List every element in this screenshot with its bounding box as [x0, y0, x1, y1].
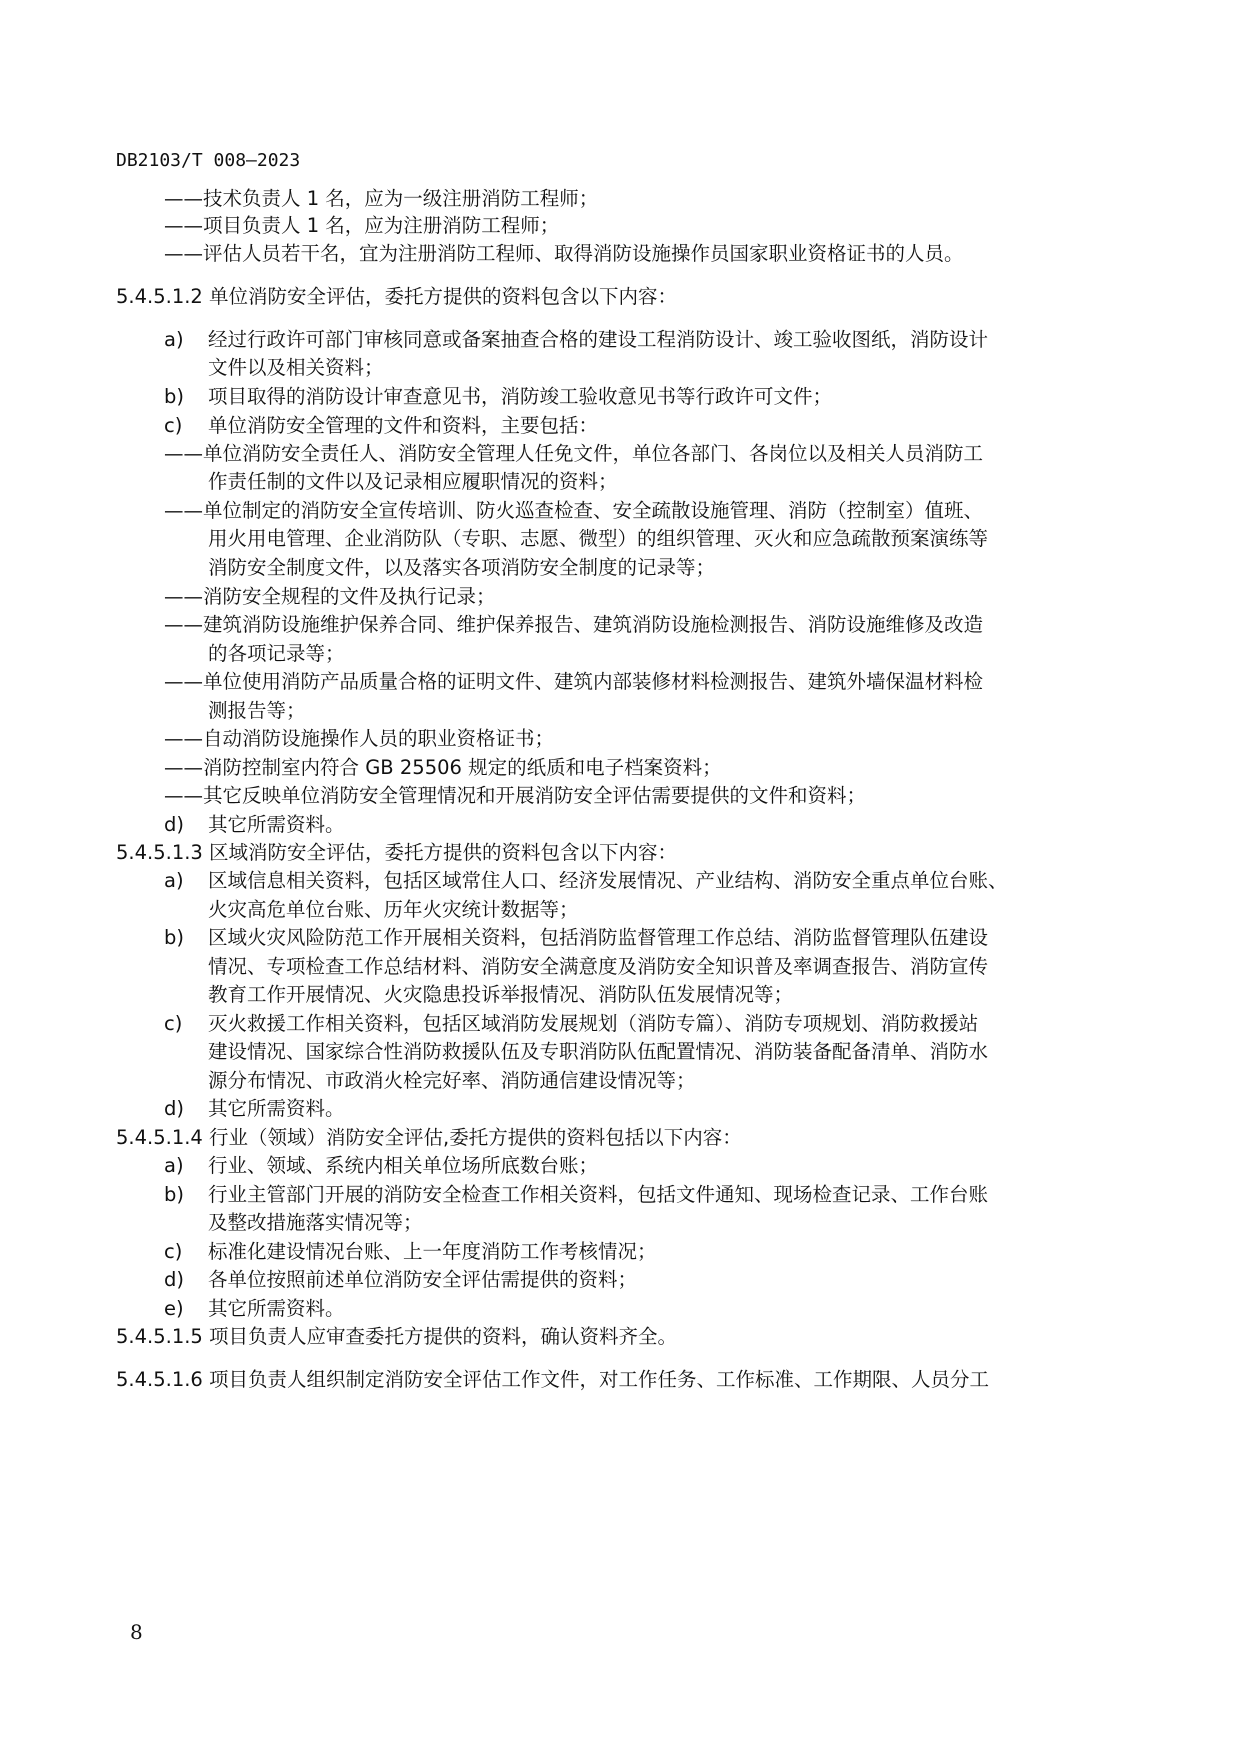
list-marker: d) — [164, 1268, 184, 1291]
text-line: 经过行政许可部门审核同意或备案抽查合格的建设工程消防设计、竣工验收图纸，消防设计 — [208, 328, 989, 351]
text-line: 的各项记录等； — [208, 642, 345, 665]
clause-heading: 5.4.5.1.6 项目负责人组织制定消防安全评估工作文件，对工作任务、工作标准、工作期限、人员分工 — [116, 1368, 990, 1391]
text-line: 测报告等； — [208, 699, 306, 722]
list-marker: c) — [164, 1012, 183, 1035]
text-line: 灭火救援工作相关资料，包括区域消防发展规划（消防专篇）、消防专项规划、消防救援站 — [208, 1012, 979, 1035]
text-line: 标准化建设情况台账、上一年度消防工作考核情况； — [208, 1240, 657, 1263]
text-line: 火灾高危单位台账、历年火灾统计数据等； — [208, 898, 579, 921]
text-line: 文件以及相关资料； — [208, 356, 384, 379]
list-marker: d) — [164, 813, 184, 836]
text-line: 消防安全制度文件，以及落实各项消防安全制度的记录等； — [208, 556, 716, 579]
clause-heading: 5.4.5.1.2 单位消防安全评估，委托方提供的资料包含以下内容： — [116, 285, 678, 308]
text-line: ——评估人员若干名，宜为注册消防工程师、取得消防设施操作员国家职业资格证书的人员。 — [164, 242, 964, 265]
text-line: 及整改措施落实情况等； — [208, 1211, 423, 1234]
text-line: ——单位使用消防产品质量合格的证明文件、建筑内部装修材料检测报告、建筑外墙保温材料检 — [164, 670, 984, 693]
text-line: ——单位消防安全责任人、消防安全管理人任免文件，单位各部门、各岗位以及相关人员消防工 — [164, 442, 984, 465]
text-line: 其它所需资料。 — [208, 1297, 345, 1320]
text-line: ——消防安全规程的文件及执行记录； — [164, 585, 496, 608]
text-line: 各单位按照前述单位消防安全评估需提供的资料； — [208, 1268, 638, 1291]
list-marker: d) — [164, 1097, 184, 1120]
text-line: ——单位制定的消防安全宣传培训、防火巡查检查、安全疏散设施管理、消防（控制室）值班、 — [164, 499, 984, 522]
text-line: 用火用电管理、企业消防队（专职、志愿、微型）的组织管理、灭火和应急疏散预案演练等 — [208, 527, 989, 550]
text-line: 项目取得的消防设计审查意见书，消防竣工验收意见书等行政许可文件； — [208, 385, 833, 408]
text-line: ——其它反映单位消防安全管理情况和开展消防安全评估需要提供的文件和资料； — [164, 784, 867, 807]
text-line: 行业主管部门开展的消防安全检查工作相关资料，包括文件通知、现场检查记录、工作台账 — [208, 1183, 989, 1206]
text-line: ——消防控制室内符合 GB 25506 规定的纸质和电子档案资料； — [164, 756, 722, 779]
text-line: 其它所需资料。 — [208, 1097, 345, 1120]
text-line: ——自动消防设施操作人员的职业资格证书； — [164, 727, 555, 750]
text-line: 区域信息相关资料，包括区域常住人口、经济发展情况、产业结构、消防安全重点单位台账、 — [208, 869, 1008, 892]
text-line: 行业、领域、系统内相关单位场所底数台账； — [208, 1154, 599, 1177]
list-marker: b) — [164, 385, 184, 408]
list-marker: b) — [164, 926, 184, 949]
list-marker: a) — [164, 869, 184, 892]
text-line: 作责任制的文件以及记录相应履职情况的资料； — [208, 470, 618, 493]
clause-heading: 5.4.5.1.4 行业（领域）消防安全评估,委托方提供的资料包括以下内容： — [116, 1126, 742, 1149]
text-line: 建设情况、国家综合性消防救援队伍及专职消防队伍配置情况、消防装备配备清单、消防水 — [208, 1040, 989, 1063]
list-marker: a) — [164, 328, 184, 351]
list-marker: a) — [164, 1154, 184, 1177]
list-marker: e) — [164, 1297, 184, 1320]
list-marker: c) — [164, 414, 183, 437]
text-line: 其它所需资料。 — [208, 813, 345, 836]
list-marker: c) — [164, 1240, 183, 1263]
text-line: 源分布情况、市政消火栓完好率、消防通信建设情况等； — [208, 1069, 696, 1092]
page-number: 8 — [130, 1620, 143, 1644]
clause-heading: 5.4.5.1.3 区域消防安全评估，委托方提供的资料包含以下内容： — [116, 841, 678, 864]
text-line: ——项目负责人 1 名，应为注册消防工程师； — [164, 214, 560, 237]
text-line: 教育工作开展情况、火灾隐患投诉举报情况、消防队伍发展情况等； — [208, 983, 794, 1006]
text-line: 情况、专项检查工作总结材料、消防安全满意度及消防安全知识普及率调查报告、消防宣传 — [208, 955, 989, 978]
list-marker: b) — [164, 1183, 184, 1206]
text-line: 区域火灾风险防范工作开展相关资料，包括消防监督管理工作总结、消防监督管理队伍建设 — [208, 926, 989, 949]
text-line: ——技术负责人 1 名，应为一级注册消防工程师； — [164, 187, 599, 210]
clause-heading: 5.4.5.1.5 项目负责人应审查委托方提供的资料，确认资料齐全。 — [116, 1325, 678, 1348]
text-line: 单位消防安全管理的文件和资料，主要包括： — [208, 414, 599, 437]
document-code: DB2103/T 008—2023 — [116, 150, 301, 171]
text-line: ——建筑消防设施维护保养合同、维护保养报告、建筑消防设施检测报告、消防设施维修及改造 — [164, 613, 984, 636]
